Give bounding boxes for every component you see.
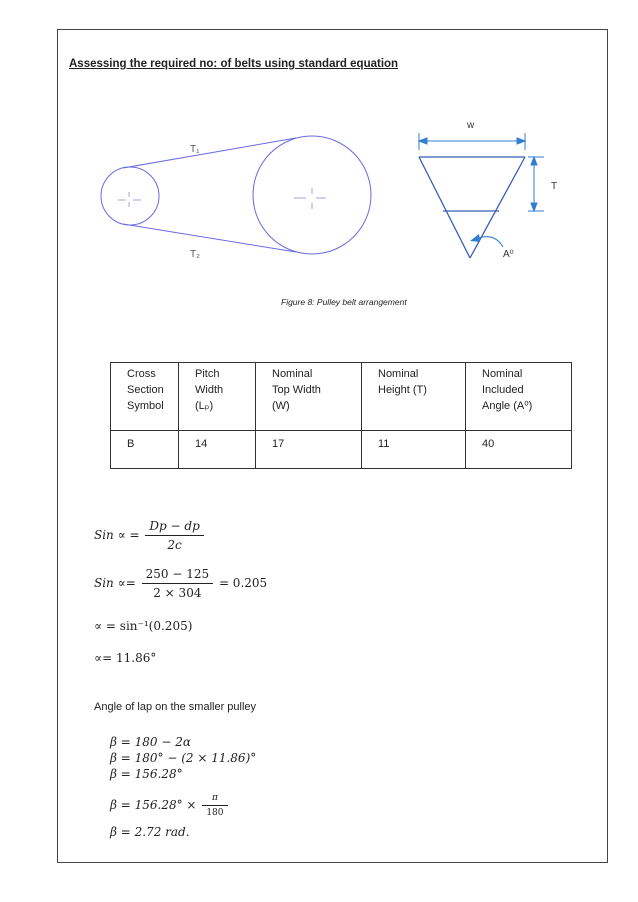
angle-arrow bbox=[478, 237, 503, 247]
large-pulley-center-mark bbox=[294, 188, 326, 209]
equation-beta-2: β = 180° − (2 × 11.86)° bbox=[110, 751, 257, 765]
header-cell: Pitch Width (Lₚ) bbox=[179, 363, 256, 431]
small-pulley-center-mark bbox=[118, 192, 141, 207]
label-w: w bbox=[467, 120, 475, 131]
table-row bbox=[111, 431, 572, 469]
large-pulley bbox=[253, 136, 371, 254]
header-cell: Nominal Height (T) bbox=[362, 363, 466, 431]
equation-alpha-arcsin: ∝ = sin⁻¹(0.205) bbox=[94, 619, 193, 633]
table-cell: 14 bbox=[179, 431, 256, 469]
equation-beta-4: β = 156.28° × $\frac{\pi}{180}$ bbox=[110, 793, 230, 818]
table-cell: B bbox=[111, 431, 179, 469]
header-cell: Nominal Top Width (W) bbox=[256, 363, 362, 431]
label-t: T bbox=[551, 181, 558, 192]
table-cell: 17 bbox=[256, 431, 362, 469]
fraction: $\frac{\pi}{180}$ bbox=[202, 793, 227, 818]
equation-sin-alpha: Sin ∝ = $\frac{Dp - dp}{2c}$ bbox=[94, 519, 206, 552]
table-cell: 11 bbox=[362, 431, 466, 469]
table-header-row bbox=[111, 363, 572, 431]
angle-arrow-head bbox=[470, 234, 480, 242]
fraction: $\frac{250 - 125}{2 \times 304}$ bbox=[142, 567, 214, 600]
angle-of-lap-text: Angle of lap on the smaller pulley bbox=[94, 701, 257, 713]
belt-spec-table bbox=[110, 362, 572, 469]
label-t1: T₁ bbox=[190, 144, 200, 155]
label-a0: A⁰ bbox=[503, 249, 514, 260]
equation-alpha-result: ∝= 11.86° bbox=[94, 651, 157, 665]
header-cell: Nominal Included Angle (A⁰) bbox=[466, 363, 572, 431]
equation-sin-alpha-value: Sin ∝= $\frac{250 - 125}{2 \times 304}$ = 0.205 bbox=[94, 567, 268, 600]
vbelt-section bbox=[419, 157, 525, 258]
section-heading: Assessing the required no: of belts using standard equation bbox=[69, 58, 399, 70]
equation-beta-3: β = 156.28° bbox=[110, 767, 183, 781]
pulley-belt-diagram bbox=[0, 0, 638, 330]
table-cell: 40 bbox=[466, 431, 572, 469]
small-pulley bbox=[101, 167, 159, 225]
label-t2: T₂ bbox=[190, 249, 200, 260]
header-cell: Cross Section Symbol bbox=[111, 363, 179, 431]
figure-caption: Figure 8: Pulley belt arrangement bbox=[281, 297, 407, 307]
width-dimension bbox=[419, 133, 525, 150]
equation-beta-1: β = 180 − 2α bbox=[110, 735, 191, 749]
equation-beta-5: β = 2.72 rad. bbox=[110, 825, 190, 839]
belt-slack-side bbox=[123, 224, 296, 252]
fraction: $\frac{Dp - dp}{2c}$ bbox=[145, 519, 203, 552]
height-dimension bbox=[528, 157, 544, 211]
